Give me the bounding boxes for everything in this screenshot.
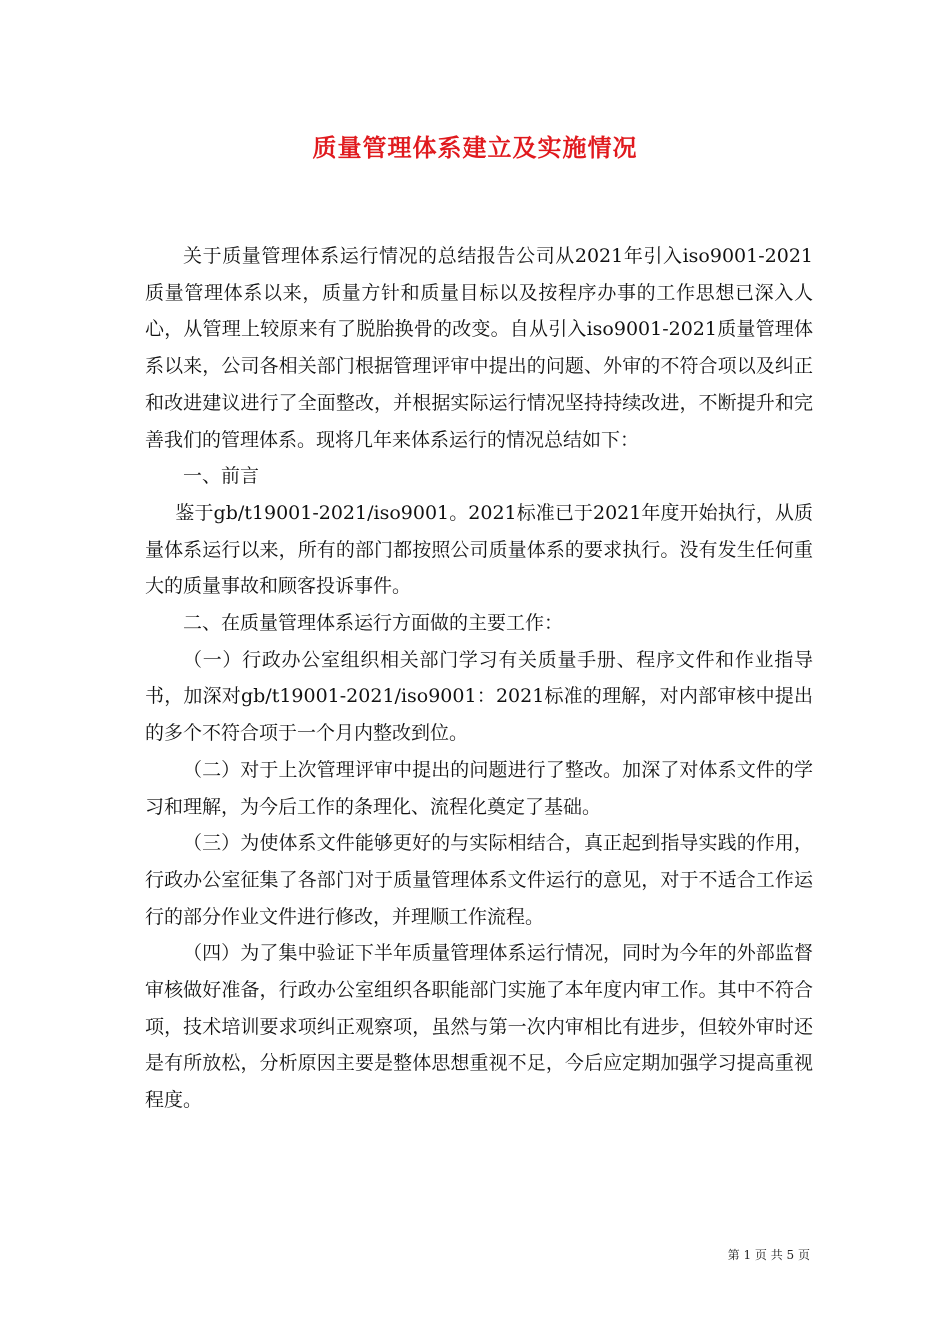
paragraph-item-2: （二）对于上次管理评审中提出的问题进行了整改。加深了对体系文件的学习和理解，为今后工作的条理化、流程化奠定了基础。 bbox=[145, 758, 813, 818]
heading-preface: 一、前言 bbox=[183, 465, 260, 488]
heading-main-work: 二、在质量管理体系运行方面做的主要工作： bbox=[183, 612, 564, 635]
paragraph-item-4: （四）为了集中验证下半年质量管理体系运行情况，同时为今年的外部监督审核做好准备，行政办公室组织各职能部门实施了本年度内审工作。其中不符合项，技术培训要求项纠正观察项，虽然与第一次内审相比有进步，但较外审时还是有所放松，分析原因主要是整体思想重视不足，今后应定期加强学习提高重视程度。 bbox=[145, 942, 813, 1112]
paragraph-item-3: （三）为使体系文件能够更好的与实际相结合，真正起到指导实践的作用，行政办公室征集了各部门对于质量管理体系文件运行的意见，对于不适合工作运行的部分作业文件进行修改，并理顺工作流程。 bbox=[145, 832, 813, 928]
paragraph-preface: 鉴于gb/t19001-2021/iso9001。2021标准已于2021年度开始执行，从质量体系运行以来，所有的部门都按照公司质量体系的要求执行。没有发生任何重大的质量事故和顾客投诉事件。 bbox=[145, 501, 813, 598]
page-number-footer: 第 1 页 共 5 页 bbox=[727, 1248, 810, 1262]
document-body bbox=[145, 238, 813, 1119]
paragraph-intro: 关于质量管理体系运行情况的总结报告公司从2021年引入iso9001-2021质量管理体系以来，质量方针和质量目标以及按程序办事的工作思想已深入人心，从管理上较原来有了脱胎换骨的改变。自从引入iso9001-2021质量管理体系以来，公司各相关部门根据管理评审中提出的问题、外审的不符合项以及纠正和改进建议进行了全面整改，并根据实际运行情况坚持持续改进，不断提升和完善我们的管理体系。现将几年来体系运行的情况总结如下： bbox=[145, 245, 813, 451]
document-title: 质量管理体系建立及实施情况 bbox=[312, 133, 638, 162]
paragraph-item-1: （一）行政办公室组织相关部门学习有关质量手册、程序文件和作业指导书，加深对gb/t19001-2021/iso9001：2021标准的理解，对内部审核中提出的多个不符合项于一个月内整改到位。 bbox=[145, 648, 813, 745]
